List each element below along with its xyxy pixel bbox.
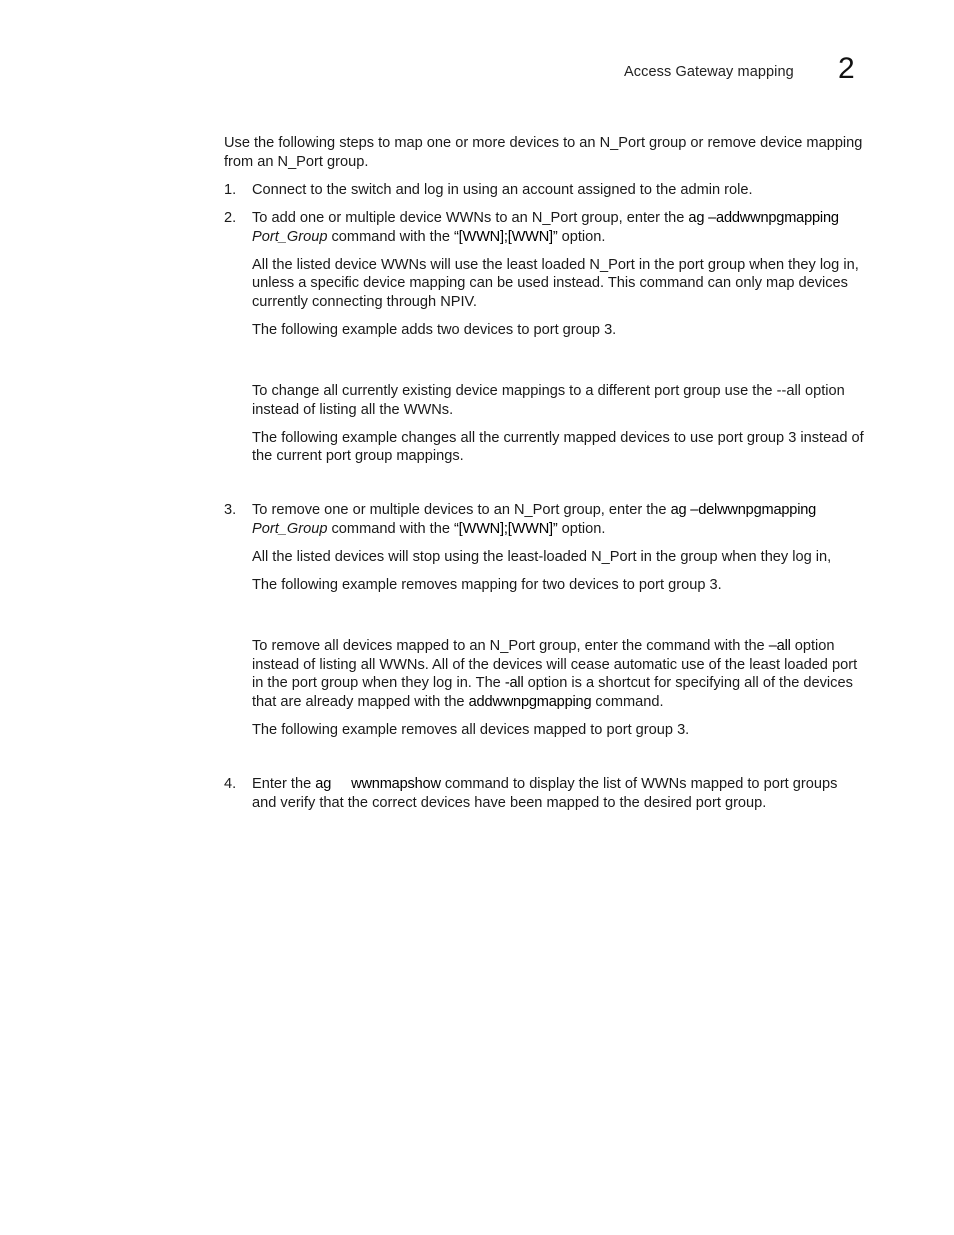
step-2-para-1-line-3: currently connecting through NPIV.	[252, 294, 477, 310]
step-4-number: 4.	[224, 776, 237, 792]
step-4-text: command to display the list of WWNs mapped to port groups	[440, 776, 838, 792]
intro-line-1: Use the following steps to map one or more devices to an N_Port group or remove device mapping	[224, 135, 863, 151]
step-2-number: 2.	[224, 210, 237, 226]
wwn-option: “[WWN];[WWN]”	[454, 229, 558, 245]
step-3-text: option	[790, 638, 835, 654]
step-2-para-1-line-1: All the listed device WWNs will use the least loaded N_Port in the port group when they log in,	[252, 257, 859, 273]
wwnmapshow-command: wwnmapshow	[351, 776, 441, 792]
addwwnpgmapping-command: ag –addwwnpgmapping	[688, 210, 839, 226]
step-2-text: command with the	[327, 229, 454, 245]
step-3-line-2	[252, 520, 605, 539]
step-2-para-3-line-1: To change all currently existing device mappings to a different port group use the --all option	[252, 383, 845, 399]
step-2-example-intro: The following example adds two devices to port group 3.	[252, 322, 617, 338]
step-2-text: To add one or multiple device WWNs to an N_Port group, enter the	[252, 210, 689, 226]
step-3-example-intro: The following example removes mapping for two devices to port group 3.	[252, 577, 722, 593]
step-2-line-2	[252, 228, 605, 247]
addwwnpgmapping-command: addwwnpgmapping	[468, 694, 592, 710]
port-group-argument: Port_Group	[252, 229, 328, 245]
step-3-text: that are already mapped with the	[252, 694, 469, 710]
step-3-para-3-line-3	[252, 674, 853, 693]
step-3-text: To remove all devices mapped to an N_Port group, enter the command with the	[252, 638, 769, 654]
step-3-line-1	[252, 501, 816, 520]
wwn-option: “[WWN];[WWN]”	[454, 521, 558, 537]
header-chapter-number: 2	[838, 52, 855, 85]
step-3-text: option is a shortcut for specifying all of the devices	[523, 675, 853, 691]
all-option: -all	[504, 675, 524, 691]
step-3-text: option.	[557, 521, 606, 537]
step-3-para-3-line-2: instead of listing all WWNs. All of the devices will cease automatic use of the least loaded port	[252, 657, 858, 673]
intro-line-2: from an N_Port group.	[224, 154, 369, 170]
step-3-text: command with the	[327, 521, 454, 537]
header-section-title: Access Gateway mapping	[624, 64, 794, 80]
step-3-para-1: All the listed devices will stop using the least-loaded N_Port in the group when they log in,	[252, 549, 832, 565]
step-2-para-4-line-1: The following example changes all the currently mapped devices to use port group 3 instead of	[252, 430, 864, 446]
all-option: –all	[768, 638, 791, 654]
step-2-line-1	[252, 209, 839, 228]
step-4-text: Enter the	[252, 776, 316, 792]
step-2-para-4-line-2: the current port group mappings.	[252, 448, 464, 464]
step-3-text: command.	[591, 694, 664, 710]
step-2-para-1-line-2: unless a specific device mapping can be used instead. This command can only map devices	[252, 275, 848, 291]
step-3-example-intro-2: The following example removes all devices mapped to port group 3.	[252, 722, 690, 738]
step-4-line-2: and verify that the correct devices have been mapped to the desired port group.	[252, 795, 767, 811]
step-3-text: To remove one or multiple devices to an N_Port group, enter the	[252, 502, 671, 518]
step-3-number: 3.	[224, 502, 237, 518]
step-3-text: in the port group when they log in. The	[252, 675, 505, 691]
step-3-para-3-line-4	[252, 693, 664, 712]
ag-command: ag	[315, 776, 332, 792]
step-2-para-3-line-2: instead of listing all the WWNs.	[252, 402, 454, 418]
port-group-argument: Port_Group	[252, 521, 328, 537]
step-3-para-3-line-1	[252, 637, 834, 656]
delwwnpgmapping-command: ag –delwwnpgmapping	[670, 502, 817, 518]
step-4-line-1	[252, 775, 837, 794]
step-1-number: 1.	[224, 182, 237, 198]
step-2-text: option.	[557, 229, 606, 245]
step-1-text: Connect to the switch and log in using an account assigned to the admin role.	[252, 182, 753, 198]
